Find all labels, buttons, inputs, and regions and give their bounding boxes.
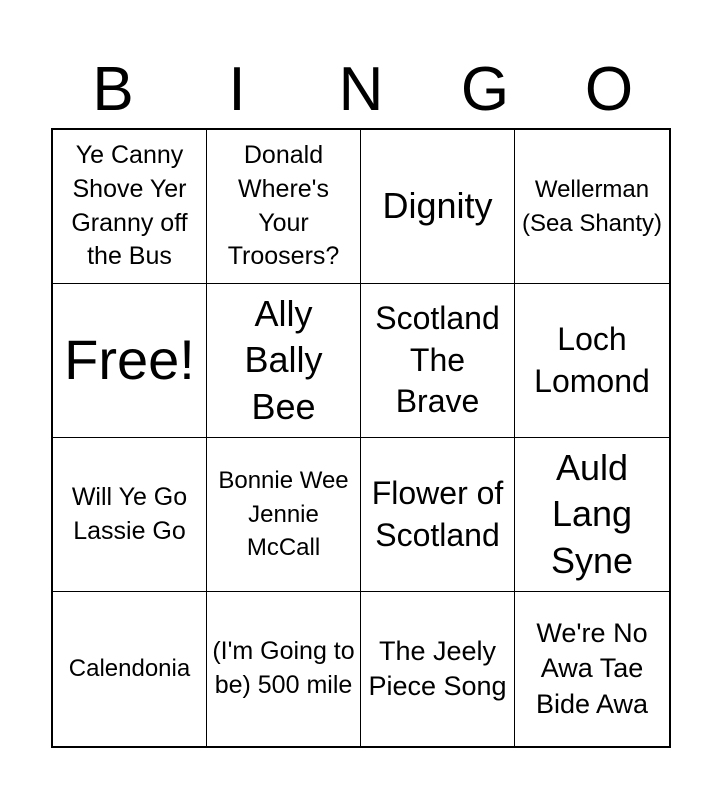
bingo-cell[interactable]: Bonnie Wee Jennie McCall bbox=[207, 438, 361, 592]
bingo-cell[interactable]: Loch Lomond bbox=[515, 284, 669, 438]
bingo-cell[interactable]: Auld Lang Syne bbox=[515, 438, 669, 592]
bingo-cell[interactable]: Ye Canny Shove Yer Granny off the Bus bbox=[53, 130, 207, 284]
bingo-cell[interactable]: Dignity bbox=[361, 130, 515, 284]
header-letter-b: B bbox=[92, 55, 134, 124]
header-letter-n: N bbox=[338, 55, 384, 124]
bingo-cell[interactable]: Scotland The Brave bbox=[361, 284, 515, 438]
bingo-cell[interactable]: Calendonia bbox=[53, 592, 207, 746]
bingo-cell[interactable]: Donald Where's Your Troosers? bbox=[207, 130, 361, 284]
header-letter-o: O bbox=[584, 55, 634, 124]
bingo-cell[interactable]: We're No Awa Tae Bide Awa bbox=[535, 618, 649, 719]
bingo-cell[interactable]: Wellerman (Sea Shanty) bbox=[515, 130, 669, 284]
bingo-cell[interactable]: The Jeely Piece Song bbox=[361, 592, 515, 746]
free-space-cell[interactable]: Free! bbox=[53, 284, 207, 438]
bingo-cell[interactable]: Ally Bally Bee bbox=[207, 284, 361, 438]
bingo-card-grid bbox=[51, 128, 671, 748]
header-letter-g: G bbox=[460, 55, 510, 124]
bingo-cell[interactable]: (I'm Going to be) 500 mile bbox=[207, 592, 361, 746]
bingo-cell[interactable]: Will Ye Go Lassie Go bbox=[53, 438, 207, 592]
bingo-cell[interactable]: Flower of Scotland bbox=[361, 438, 515, 592]
bingo-header bbox=[51, 52, 671, 128]
header-letter-i: I bbox=[228, 55, 246, 124]
